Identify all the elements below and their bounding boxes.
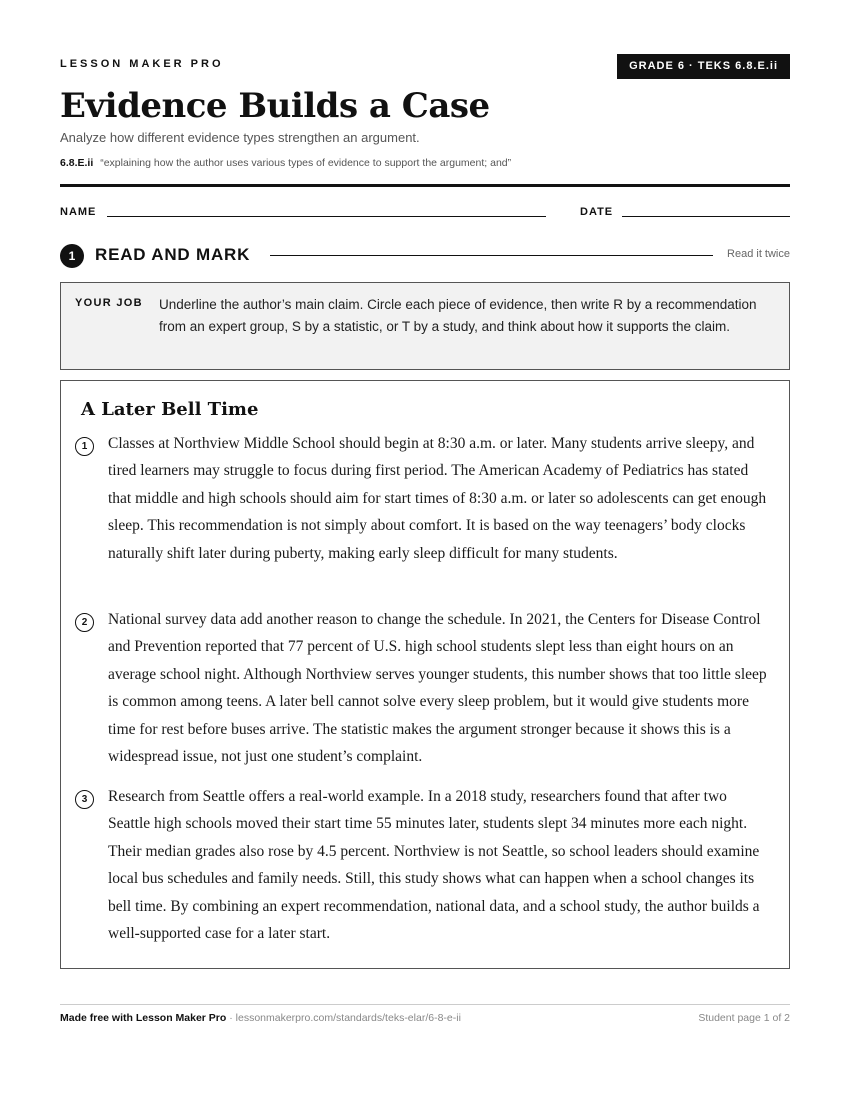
section-rule bbox=[270, 255, 713, 256]
reading-passage bbox=[60, 380, 790, 969]
name-field[interactable] bbox=[107, 216, 546, 217]
name-label: NAME bbox=[60, 206, 97, 218]
paragraph-text: National survey data add another reason to change the schedule. In 2021, the Centers for Disease Control and Prevention reported that 77 percent of U.S. high school students slept less than eight hours on an average school night. Although Northview serves younger students, this number shows that too little sleep is common among teens. A later bell cannot solve every sleep problem, but it would give students more time for rest before buses arrive. The statistic makes the argument stronger because it shows this is a widespread issue, not just one student’s complaint. bbox=[108, 611, 767, 766]
footer-credit bbox=[60, 1012, 461, 1024]
paragraph-text: Classes at Northview Middle School should begin at 8:30 a.m. or later. Many students arrive sleepy, and tired learners may struggle to focus during first period. The American Academy of Pediatrics has stated that middle and high schools should aim for start times of 8:30 a.m. or later so adolescents can get enough sleep. This recommendation is not simply about comfort. It is based on the way teenagers’ body clocks naturally shift later during puberty, making early sleep difficult for many students. bbox=[108, 435, 767, 562]
grade-standard-badge: GRADE 6 · TEKS 6.8.E.ii bbox=[617, 54, 790, 79]
passage-title: A Later Bell Time bbox=[81, 399, 259, 420]
footer-page-number: Student page 1 of 2 bbox=[698, 1012, 790, 1024]
instructions-label: YOUR JOB bbox=[75, 297, 143, 309]
worksheet-subtitle: Analyze how different evidence types strengthen an argument. bbox=[60, 130, 420, 145]
header-divider bbox=[60, 184, 790, 187]
section-title: READ AND MARK bbox=[95, 245, 251, 264]
worksheet-page bbox=[60, 0, 790, 1100]
section-number-badge: 1 bbox=[60, 244, 84, 268]
standard-code: 6.8.E.ii bbox=[60, 157, 94, 169]
brand-name: LESSON MAKER PRO bbox=[60, 58, 224, 70]
footer-made-with: Made free with Lesson Maker Pro bbox=[60, 1012, 227, 1024]
paragraph-number: 1 bbox=[75, 437, 94, 456]
paragraph-number: 2 bbox=[75, 613, 94, 632]
footer-separator: · bbox=[226, 1012, 236, 1024]
footer-divider bbox=[60, 1004, 790, 1005]
standard-reference bbox=[60, 157, 511, 169]
instructions-text: Underline the author’s main claim. Circle each piece of evidence, then write R by a recommendation from an expert group, S by a statistic, or T by a study, and think about how it supports the claim. bbox=[159, 297, 757, 334]
section-note: Read it twice bbox=[727, 248, 790, 260]
paragraph-number: 3 bbox=[75, 790, 94, 809]
date-label: DATE bbox=[580, 206, 614, 218]
instructions-box bbox=[60, 282, 790, 370]
standard-text: “explaining how the author uses various types of evidence to support the argument; and” bbox=[100, 157, 512, 169]
date-field[interactable] bbox=[622, 216, 790, 217]
worksheet-title: Evidence Builds a Case bbox=[60, 86, 490, 126]
paragraph-text: Research from Seattle offers a real-world example. In a 2018 study, researchers found that after two Seattle high schools moved their start time 55 minutes later, students slept 34 minutes more each night. Their median grades also rose by 4.5 percent. Northview is not Seattle, so school leaders should examine local bus schedules and family needs. Still, this study shows what can happen when a school changes its bell time. By combining an expert recommendation, national data, and a school study, the author builds a well-supported case for a later start. bbox=[108, 788, 760, 943]
footer-url-link[interactable]: lessonmakerpro.com/standards/teks-elar/6-8-e-ii bbox=[235, 1012, 461, 1024]
